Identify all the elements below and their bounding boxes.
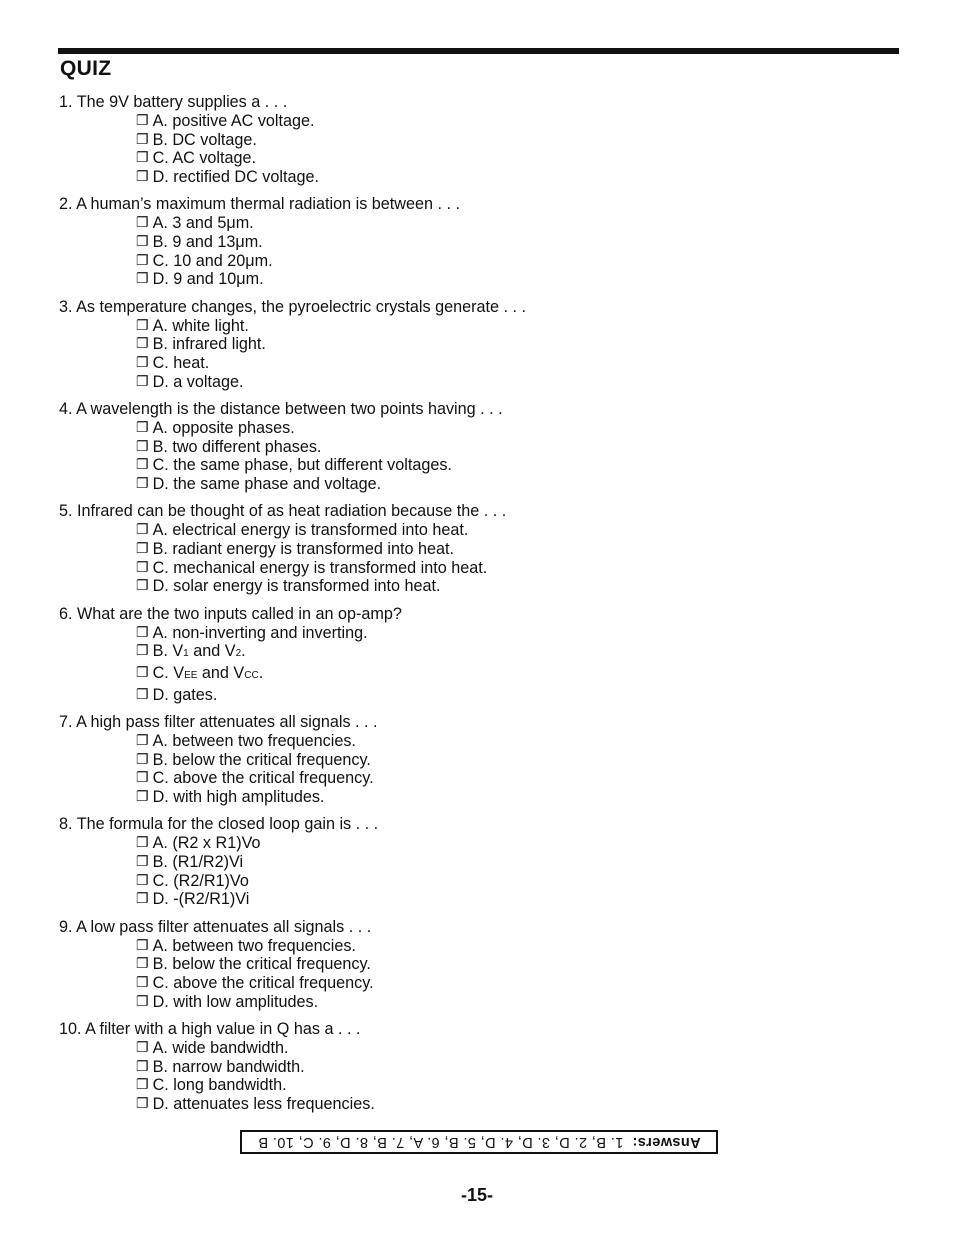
answer-option-label: A. (R2 x R1)Vo (152, 834, 261, 853)
answer-option-label: C. long bandwidth. (152, 1076, 287, 1095)
answer-option-label: B. below the critical frequency. (152, 750, 371, 769)
answer-option-label: B. infrared light. (152, 335, 266, 354)
checkbox-icon[interactable]: ❐ (136, 731, 149, 748)
checkbox-icon[interactable]: ❐ (136, 973, 149, 990)
answer-option[interactable] (59, 438, 889, 457)
answer-option-label: A. positive AC voltage. (152, 112, 315, 130)
answer-option[interactable] (59, 686, 889, 705)
answer-options (59, 937, 889, 1012)
answer-option-label: B. narrow bandwidth. (152, 1057, 305, 1076)
question-5 (59, 502, 889, 596)
answer-option-label: D. solar energy is transformed into heat. (152, 577, 441, 596)
checkbox-icon[interactable]: ❐ (136, 456, 149, 473)
answer-option[interactable] (59, 131, 889, 150)
checkbox-icon[interactable]: ❐ (136, 149, 149, 166)
question-10 (59, 1020, 889, 1114)
answer-option-label: B. (R1/R2)Vi (152, 852, 244, 871)
checkbox-icon[interactable]: ❐ (136, 871, 149, 888)
page-number: -15- (460, 1185, 493, 1205)
checkbox-icon[interactable]: ❐ (136, 335, 149, 352)
checkbox-icon[interactable]: ❐ (136, 685, 149, 702)
checkbox-icon[interactable]: ❐ (136, 852, 149, 869)
question-stem: 1. The 9V battery supplies a . . . (59, 93, 288, 111)
answer-option[interactable] (59, 642, 889, 664)
answer-option-label: D. gates. (152, 685, 218, 704)
answer-key-upside-down (258, 1134, 701, 1150)
checkbox-icon[interactable]: ❐ (136, 623, 149, 640)
checkbox-icon[interactable]: ❐ (136, 834, 149, 851)
checkbox-icon[interactable]: ❐ (136, 168, 149, 185)
answer-option[interactable] (59, 732, 889, 751)
question-stem: 10. A filter with a high value in Q has a . . . (59, 1019, 361, 1038)
question-4 (59, 400, 889, 494)
answer-option[interactable] (59, 521, 889, 540)
question-stem: 7. A high pass filter attenuates all signals . . . (59, 712, 378, 731)
answer-option-label: C. above the critical frequency. (152, 973, 374, 992)
checkbox-icon[interactable]: ❐ (136, 955, 149, 972)
answer-options (59, 1039, 889, 1114)
answer-key-text: 1. B, 2. D, 3. D, 4. D, 5. B, 6. A, 7. B, 8. D, 9. C, 10. B (257, 1134, 623, 1150)
answer-option-label: C. heat. (152, 354, 210, 373)
question-6 (59, 605, 889, 705)
answer-key-box (240, 1130, 718, 1154)
checkbox-icon[interactable]: ❐ (136, 112, 149, 128)
question-7 (59, 713, 889, 807)
checkbox-icon[interactable]: ❐ (136, 233, 149, 250)
question-stem: 8. The formula for the closed loop gain is . . . (59, 815, 379, 834)
question-stem: 4. A wavelength is the distance between two points having . . . (59, 399, 503, 418)
answer-option-label: D. rectified DC voltage. (152, 168, 319, 187)
question-1 (59, 93, 889, 187)
answer-option[interactable] (59, 769, 889, 788)
answer-option-label: C. the same phase, but different voltages. (152, 456, 452, 475)
checkbox-icon[interactable]: ❐ (136, 418, 149, 435)
checkbox-icon[interactable]: ❐ (136, 539, 149, 556)
answer-option-label: B. radiant energy is transformed into heat. (152, 539, 454, 558)
answer-option-label: A. opposite phases. (152, 418, 295, 437)
checkbox-icon[interactable]: ❐ (136, 1038, 149, 1055)
checkbox-icon[interactable]: ❐ (136, 1094, 149, 1111)
checkbox-icon[interactable]: ❐ (136, 750, 149, 767)
answer-option[interactable] (59, 1076, 889, 1095)
answer-option-label: C. VEE and VCC. (152, 663, 264, 682)
answer-option-label: D. -(R2/R1)Vi (152, 890, 250, 909)
checkbox-icon[interactable]: ❐ (136, 992, 149, 1009)
question-list (59, 93, 889, 1122)
answer-option[interactable] (59, 354, 889, 373)
answer-option[interactable] (59, 1039, 889, 1058)
question-stem: 5. Infrared can be thought of as heat radiation because the . . . (59, 502, 507, 521)
answer-option-label: C. above the critical frequency. (152, 769, 374, 788)
answer-option[interactable] (59, 872, 889, 891)
answer-option[interactable] (59, 540, 889, 559)
question-stem: 2. A human’s maximum thermal radiation is between . . . (59, 195, 460, 214)
checkbox-icon[interactable]: ❐ (136, 521, 149, 538)
answer-option-label: D. the same phase and voltage. (152, 475, 382, 494)
answer-option-label: C. (R2/R1)Vo (152, 871, 249, 890)
answer-option[interactable] (59, 577, 889, 596)
answer-option-label: B. V1 and V2. (152, 642, 246, 661)
answer-option[interactable] (59, 974, 889, 993)
checkbox-icon[interactable]: ❐ (136, 251, 149, 268)
answer-options (59, 834, 889, 909)
answer-options (59, 419, 889, 494)
question-stem: 6. What are the two inputs called in an op-amp? (59, 604, 402, 623)
checkbox-icon[interactable]: ❐ (136, 787, 149, 804)
answer-option[interactable] (59, 335, 889, 354)
checkbox-icon[interactable]: ❐ (136, 663, 149, 680)
answer-options (59, 112, 889, 187)
answer-option-label: A. between two frequencies. (152, 936, 356, 955)
answer-option[interactable] (59, 890, 889, 909)
question-9 (59, 918, 889, 1012)
answer-option[interactable] (59, 317, 889, 336)
answer-option-label: A. non-inverting and inverting. (152, 623, 368, 642)
question-stem: 3. As temperature changes, the pyroelectric crystals generate . . . (59, 297, 526, 316)
answer-option[interactable] (59, 955, 889, 974)
checkbox-icon[interactable]: ❐ (136, 270, 149, 287)
checkbox-icon[interactable]: ❐ (136, 577, 149, 594)
answer-option[interactable] (59, 624, 889, 643)
answer-option[interactable] (59, 112, 889, 131)
checkbox-icon[interactable]: ❐ (136, 890, 149, 907)
answer-option[interactable] (59, 252, 889, 271)
answer-option[interactable] (59, 664, 889, 686)
answer-option-label: B. two different phases. (152, 437, 322, 456)
answer-option-label: D. with high amplitudes. (152, 787, 325, 806)
answer-key-label: Answers: (631, 1134, 701, 1150)
answer-option[interactable] (59, 1095, 889, 1114)
checkbox-icon[interactable]: ❐ (136, 1076, 149, 1093)
answer-options (59, 732, 889, 807)
answer-option[interactable] (59, 834, 889, 853)
checkbox-icon[interactable]: ❐ (136, 558, 149, 575)
answer-option[interactable] (59, 993, 889, 1012)
checkbox-icon[interactable]: ❐ (136, 354, 149, 371)
answer-option[interactable] (59, 456, 889, 475)
header-rule (58, 48, 899, 54)
answer-option-label: A. between two frequencies. (152, 731, 356, 750)
question-stem: 9. A low pass filter attenuates all signals . . . (59, 917, 372, 936)
answer-options (59, 214, 889, 289)
checkbox-icon[interactable]: ❐ (136, 372, 149, 389)
answer-option-label: B. DC voltage. (152, 130, 257, 149)
answer-option-label: B. 9 and 13μm. (152, 233, 263, 252)
answer-option[interactable] (59, 475, 889, 494)
checkbox-icon[interactable]: ❐ (136, 1057, 149, 1074)
answer-option-label: D. with low amplitudes. (152, 992, 319, 1011)
checkbox-icon[interactable]: ❐ (136, 936, 149, 953)
answer-option[interactable] (59, 168, 889, 187)
checkbox-icon[interactable]: ❐ (136, 214, 149, 231)
answer-option[interactable] (59, 853, 889, 872)
answer-option[interactable] (59, 373, 889, 392)
checkbox-icon[interactable]: ❐ (136, 437, 149, 454)
answer-option-label: B. below the critical frequency. (152, 955, 371, 974)
answer-option[interactable] (59, 751, 889, 770)
answer-option[interactable] (59, 937, 889, 956)
answer-option[interactable] (59, 270, 889, 289)
question-2 (59, 195, 889, 289)
answer-option-label: C. 10 and 20μm. (152, 251, 273, 270)
question-3 (59, 298, 889, 392)
answer-option[interactable] (59, 788, 889, 807)
answer-option[interactable] (59, 149, 889, 168)
answer-options (59, 624, 889, 705)
answer-option-label: C. AC voltage. (152, 149, 257, 168)
answer-option-label: D. attenuates less frequencies. (152, 1094, 375, 1113)
checkbox-icon[interactable]: ❐ (136, 130, 149, 147)
answer-option[interactable] (59, 214, 889, 233)
answer-options (59, 521, 889, 596)
page-title: QUIZ (60, 57, 112, 80)
answer-option-label: A. electrical energy is transformed into heat. (152, 521, 469, 540)
checkbox-icon[interactable]: ❐ (136, 316, 149, 333)
question-8 (59, 815, 889, 909)
answer-option[interactable] (59, 419, 889, 438)
answer-option-label: C. mechanical energy is transformed into heat. (152, 558, 488, 577)
answer-options (59, 317, 889, 392)
answer-option-label: D. 9 and 10μm. (152, 270, 264, 289)
answer-option[interactable] (59, 233, 889, 252)
answer-option[interactable] (59, 1058, 889, 1077)
answer-option-label: A. white light. (152, 316, 249, 335)
answer-option-label: A. 3 and 5μm. (152, 214, 254, 233)
checkbox-icon[interactable]: ❐ (136, 642, 149, 659)
checkbox-icon[interactable]: ❐ (136, 475, 149, 492)
checkbox-icon[interactable]: ❐ (136, 769, 149, 786)
answer-option[interactable] (59, 559, 889, 578)
answer-option-label: A. wide bandwidth. (152, 1038, 289, 1057)
answer-option-label: D. a voltage. (152, 372, 244, 391)
